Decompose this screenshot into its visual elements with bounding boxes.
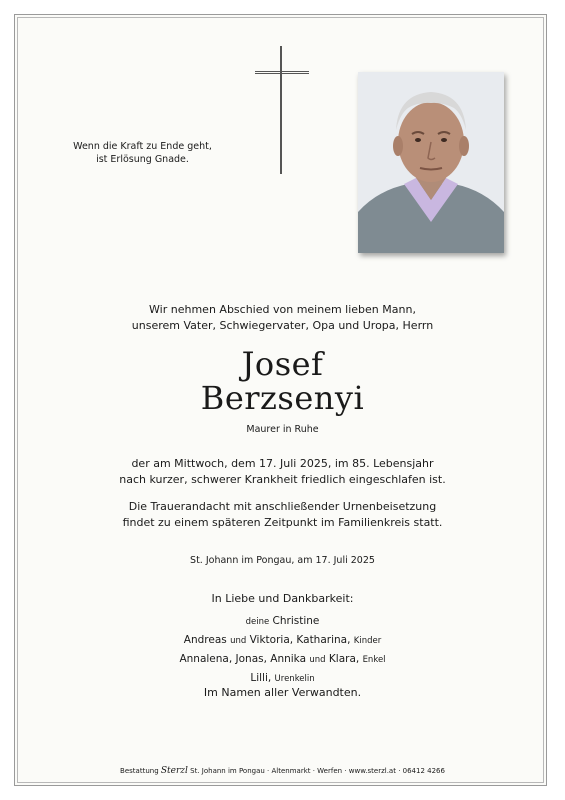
funeral-line-2: findet zu einem späteren Zeitpunkt im Familienkreis statt. bbox=[122, 516, 443, 529]
mourner-great-grandchild-name: Lilli, bbox=[250, 672, 272, 684]
mourner-spouse-name: Christine bbox=[272, 615, 320, 627]
cross-vertical bbox=[280, 46, 282, 174]
deceased-last-name: Berzsenyi bbox=[200, 379, 365, 417]
footer-contact: St. Johann im Pongau · Altenmarkt · Werfen · www.sterzl.at · 06412 4266 bbox=[190, 767, 445, 775]
death-line-1: der am Mittwoch, dem 17. Juli 2025, im 85. Lebensjahr bbox=[131, 457, 434, 470]
mourner-role-grandchildren: Enkel bbox=[362, 655, 386, 665]
mourners-list bbox=[0, 612, 565, 688]
funeral-home-footer bbox=[0, 766, 565, 776]
mourner-line-children bbox=[0, 631, 565, 650]
mourner-conjunction: und bbox=[230, 636, 247, 646]
mourner-line-spouse bbox=[0, 612, 565, 631]
portrait-photo bbox=[358, 72, 504, 253]
deceased-first-name: Josef bbox=[241, 345, 324, 383]
death-line-2: nach kurzer, schwerer Krankheit friedlich eingeschlafen ist. bbox=[119, 473, 446, 486]
place-and-date: St. Johann im Pongau, am 17. Juli 2025 bbox=[190, 555, 375, 566]
portrait-illustration bbox=[358, 72, 504, 253]
funeral-line-1: Die Trauerandacht mit anschließender Urnenbeisetzung bbox=[128, 500, 437, 513]
mourner-children-names: Viktoria, Katharina, bbox=[249, 634, 351, 646]
intro-line-2: unserem Vater, Schwiegervater, Opa und Uropa, Herrn bbox=[131, 319, 434, 332]
mourner-role-great-grandchild: Urenkelin bbox=[274, 674, 315, 684]
footer-prefix: Bestattung bbox=[120, 767, 159, 775]
signoff: Im Namen aller Verwandten. bbox=[203, 686, 362, 699]
death-notice bbox=[0, 456, 565, 488]
intro-text bbox=[0, 302, 565, 334]
mourner-grandchildren-names: Annalena, Jonas, Annika bbox=[179, 653, 307, 665]
motto bbox=[60, 140, 225, 166]
mourner-role-children: Kinder bbox=[353, 636, 382, 646]
mourner-child-name: Andreas bbox=[183, 634, 227, 646]
mourner-grandchild-name: Klara, bbox=[328, 653, 360, 665]
motto-line-1: Wenn die Kraft zu Ende geht, bbox=[73, 141, 212, 152]
intro-line-1: Wir nehmen Abschied von meinem lieben Mann, bbox=[149, 303, 416, 316]
mourner-conjunction: und bbox=[309, 655, 326, 665]
funeral-home-logo: Sterzl bbox=[160, 766, 188, 776]
funeral-notice bbox=[0, 499, 565, 531]
mourner-line-grandchildren bbox=[0, 650, 565, 669]
deceased-profession: Maurer in Ruhe bbox=[246, 424, 319, 435]
cross-horizontal bbox=[255, 71, 309, 74]
closing-phrase: In Liebe und Dankbarkeit: bbox=[211, 592, 354, 605]
motto-line-2: ist Erlösung Gnade. bbox=[96, 154, 189, 165]
mourner-prefix: deine bbox=[245, 617, 270, 627]
